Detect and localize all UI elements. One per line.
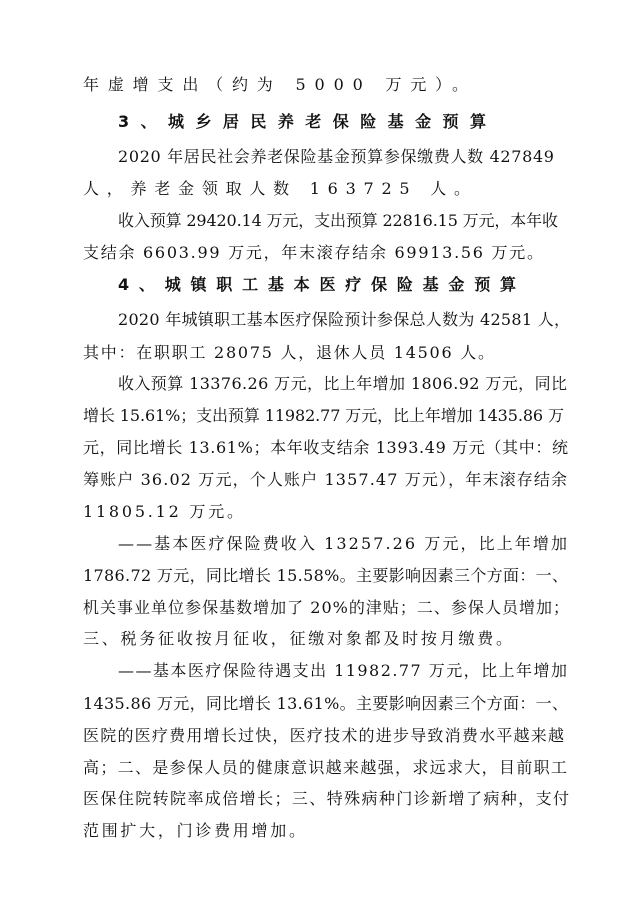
section-heading: 3、城乡居民养老保险基金预算	[118, 112, 498, 131]
text-line: 医院的医疗费用增长过快，医疗技术的进步导致消费水平越来越	[83, 726, 566, 745]
text-line: 元，同比增长 13.61%；本年收支结余 1393.49 万元（其中：统	[83, 438, 569, 457]
text-line: 2020 年城镇职工基本医疗保险预计参保总人数为 42581 人，	[118, 310, 571, 329]
text-line: 医保住院转院率成倍增长；三、特殊病种门诊新增了病种，支付	[83, 789, 571, 808]
text-line: 2020 年居民社会养老保险基金预算参保缴费人数 427849	[118, 147, 555, 166]
text-line: 机关事业单位参保基数增加了 20%的津贴；二、参保人员增加；	[83, 598, 571, 617]
text-line: 支结余 6603.99 万元，年末滚存结余 69913.56 万元。	[83, 243, 545, 262]
text-line: 范围扩大，门诊费用增加。	[83, 821, 308, 840]
section-heading: 4、城镇职工基本医疗保险基金预算	[118, 275, 526, 294]
text-line: 其中：在职职工 28075 人，退休人员 14506 人。	[83, 343, 496, 362]
text-line: 高；二、是参保人员的健康意识越来越强，求远求大，目前职工	[83, 758, 569, 777]
text-line: 三、税务征收按月征收，征缴对象都及时按月缴费。	[83, 629, 515, 648]
text-line: 收入预算 13376.26 万元，比上年增加 1806.92 万元，同比	[118, 374, 568, 393]
text-line: 筹账户 36.02 万元，个人账户 1357.47 万元），年末滚存结余	[83, 470, 569, 489]
text-line: 收入预算 29420.14 万元，支出预算 22816.15 万元，本年收	[118, 211, 558, 230]
text-line: 增长 15.61%；支出预算 11982.77 万元，比上年增加 1435.86 万	[83, 406, 564, 425]
text-line: 年虚增支出（约为 5000 万元）。	[83, 75, 477, 94]
text-line: ——基本医疗保险待遇支出 11982.77 万元，比上年增加	[118, 661, 569, 680]
text-line: ——基本医疗保险费收入 13257.26 万元，比上年增加	[118, 534, 570, 553]
text-line: 1786.72 万元，同比增长 15.58%。主要影响因素三个方面：一、	[83, 566, 569, 585]
text-line: 人，养老金领取人数 163725 人。	[83, 179, 478, 198]
text-line: 1435.86 万元，同比增长 13.61%。主要影响因素三个方面：一、	[83, 694, 569, 713]
text-line: 11805.12 万元。	[83, 502, 246, 521]
